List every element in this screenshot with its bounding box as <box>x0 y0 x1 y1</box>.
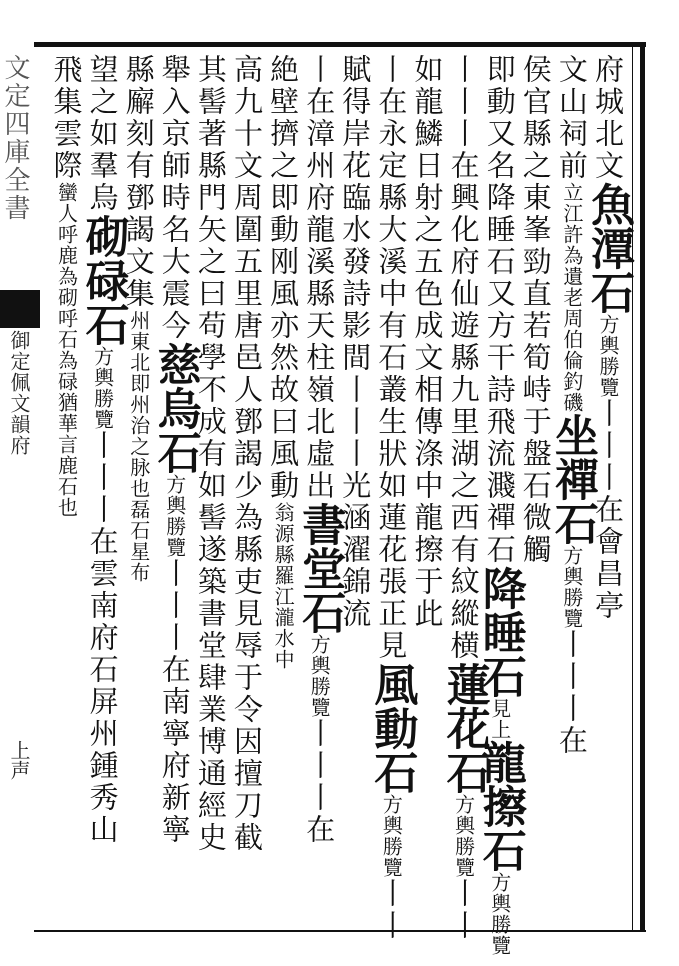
text-run: 望之如羣烏 <box>85 54 120 214</box>
source-note: 見上 <box>487 698 512 740</box>
source-note: 方輿勝覽 <box>595 314 620 398</box>
text-column <box>49 54 88 926</box>
entry-heading: 砌碌石 <box>77 214 129 346</box>
text-run: 丨丨 <box>374 878 409 942</box>
text-run: 文山祠前 <box>554 54 589 182</box>
entry-heading: 坐禪石 <box>546 413 598 545</box>
text-column <box>121 54 161 926</box>
text-column <box>266 54 305 926</box>
text-run: 立江許為遺老周伯倫釣磯 <box>559 182 584 413</box>
text-column <box>229 54 269 926</box>
text-columns <box>49 54 634 956</box>
text-run: 丨丨丨在雲南府石屏州鍾秀山 <box>85 430 120 846</box>
source-note: 方輿勝覽 <box>487 872 512 956</box>
text-run: 丨丨丨在 <box>554 629 589 757</box>
text-column <box>546 54 598 926</box>
text-run: 州東北即州治之脉也磊石星布 <box>126 310 151 583</box>
source-note: 方輿勝覽 <box>451 794 476 878</box>
text-run: 其髻著縣門矢之曰苟學不成有如髻遂築書堂肆業博通經史 <box>193 54 228 854</box>
text-run: 如龍鱗日射之五色成文相傳涤中龍擦于此 <box>410 54 445 630</box>
text-run: 丨丨丨在南寧府新寧 <box>157 558 192 846</box>
text-run: 丨在漳州府龍溪縣天柱嶺北虛出 <box>302 54 337 502</box>
text-run: 丨丨丨在 <box>302 718 337 846</box>
text-column <box>518 54 558 926</box>
entry-heading: 書堂石 <box>294 502 346 634</box>
text-run: 賦得岸花臨水發詩影間丨丨丨光涵濯錦流 <box>338 54 373 630</box>
page-border-right-inner <box>632 42 633 932</box>
source-note: 方輿勝覽 <box>90 346 115 430</box>
text-run: 侯官縣之東峯勁直若筍峙于盤石微觸 <box>518 54 553 566</box>
entry-heading: 蓮花石 <box>438 662 490 794</box>
text-column <box>149 54 201 926</box>
text-run: 丨丨丨在興化府仙遊縣九里湖之西有紋縱横 <box>446 54 481 662</box>
source-note: 方輿勝覽 <box>307 634 332 718</box>
book-edge-text: 文定四庫全書 <box>0 54 30 222</box>
text-run: 丨丨丨在會昌亭 <box>590 398 625 622</box>
text-run: 舉入京師時名大震今 <box>157 54 192 342</box>
text-run: 高九十文周圍五里唐邑人鄧謁少為縣吏見辱于令因擅刀截 <box>229 54 264 854</box>
text-run: 丨在永定縣大溪中有石叢生狀如蓮花張正見 <box>374 54 409 662</box>
text-column <box>410 54 449 926</box>
text-column <box>77 54 129 926</box>
text-column <box>438 54 490 942</box>
text-run: 翁源縣羅江瀧水中 <box>271 502 296 670</box>
text-column <box>338 54 377 926</box>
entry-heading: 風動石 <box>366 662 418 794</box>
source-note: 方輿勝覽 <box>162 474 187 558</box>
entry-heading: 龍擦石 <box>474 740 526 872</box>
entry-heading: 魚潭石 <box>582 182 634 314</box>
text-run: 縣廨刻有鄧謁文集 <box>121 54 156 310</box>
source-note: 方輿勝覽 <box>379 794 404 878</box>
text-column <box>366 54 418 942</box>
page-border-right <box>640 42 645 932</box>
text-column <box>193 54 233 926</box>
text-run: 丨丨 <box>446 878 481 942</box>
text-run: 蠻人呼鹿為砌呼石為碌猶華言鹿石也 <box>54 182 79 518</box>
source-note: 方輿勝覽 <box>559 545 584 629</box>
page-marker: 上声 <box>7 740 31 780</box>
text-column <box>474 54 526 956</box>
text-run: 飛集雲際 <box>49 54 84 182</box>
text-column <box>294 54 346 926</box>
page-border-bottom <box>34 930 646 932</box>
text-run: 府城北文 <box>590 54 625 182</box>
page-border-top <box>34 42 646 47</box>
book-edge-marker <box>0 290 40 328</box>
entry-heading: 慈烏石 <box>149 342 201 474</box>
entry-heading: 降睡石 <box>474 566 526 698</box>
text-run: 絶壁擠之即動刚風亦然故曰風動 <box>266 54 301 502</box>
text-column <box>582 54 634 926</box>
text-run: 即動又名降睡石又方干詩飛流濺禪石 <box>482 54 517 566</box>
book-title: 御定佩文韻府 <box>7 330 31 456</box>
